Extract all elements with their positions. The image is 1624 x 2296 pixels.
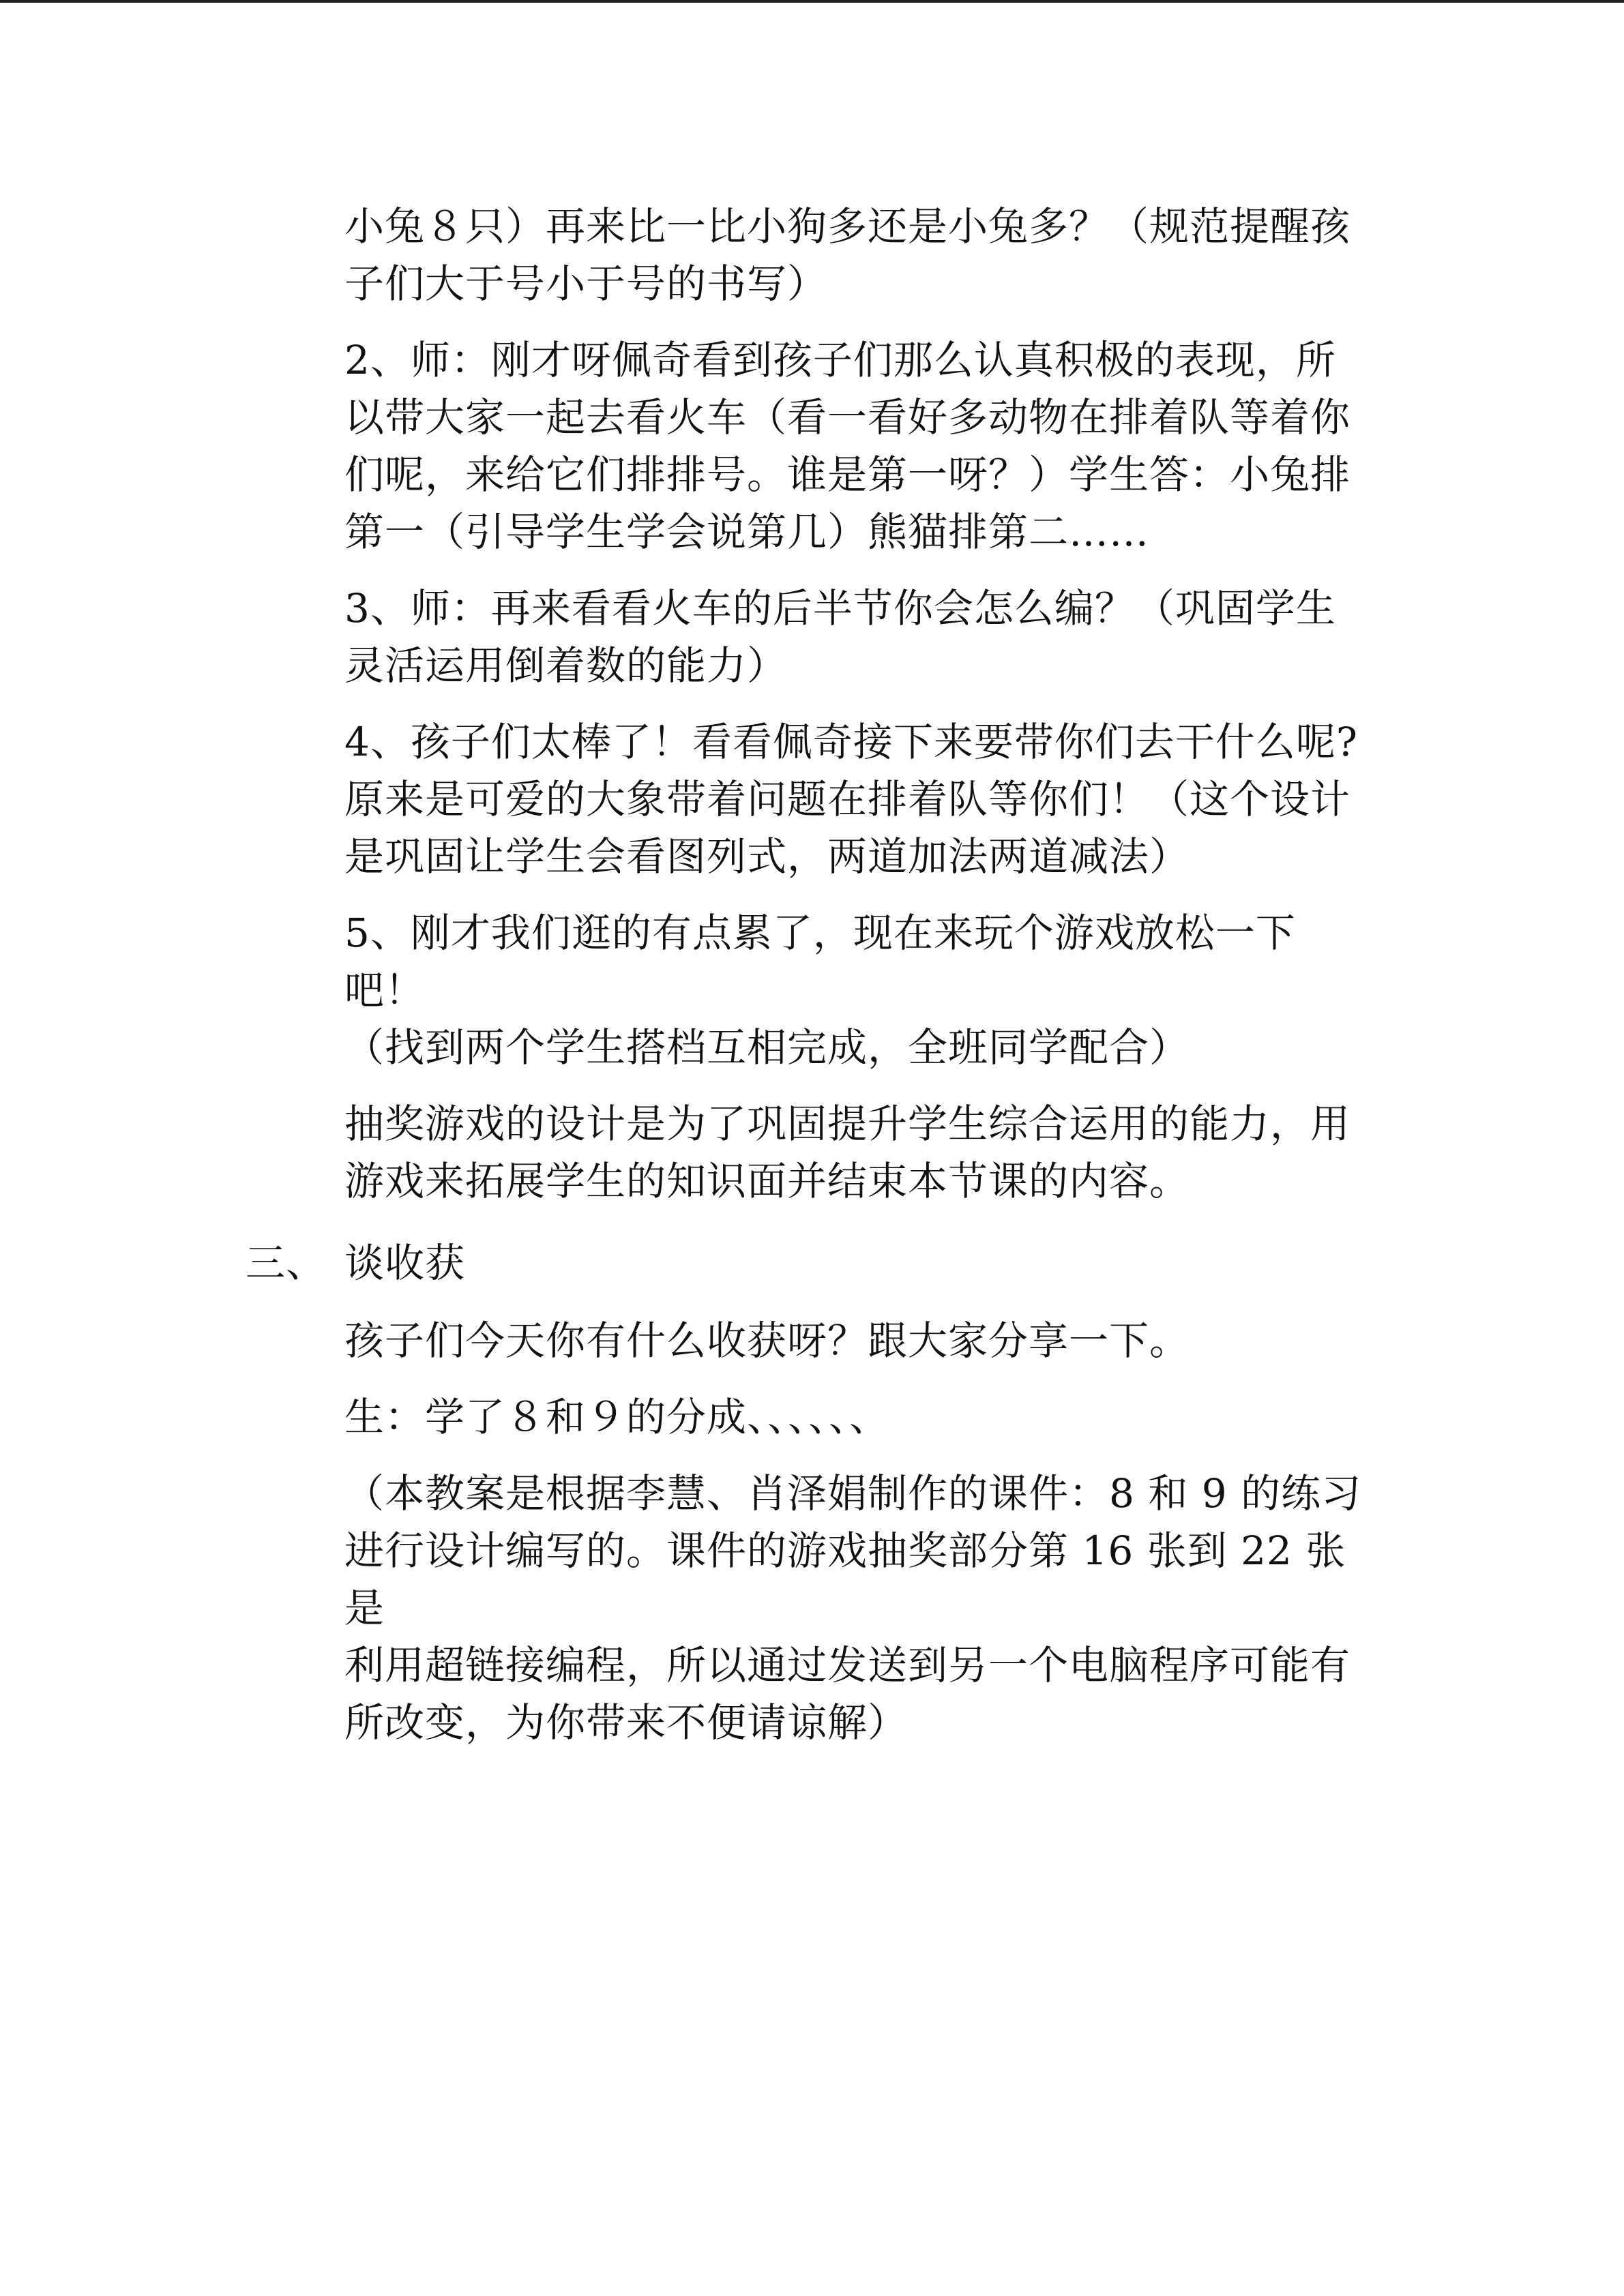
paragraph-game-design: 抽奖游戏的设计是为了巩固提升学生综合运用的能力，用 游戏来拓展学生的知识面并结束本节课的内容。 <box>344 1101 1351 1204</box>
paragraph-step-2: 2、师：刚才呀佩奇看到孩子们那么认真积极的表现，所 以带大家一起去看火车（看一看好多动物在排着队等着你 们呢，来给它们排排号。谁是第一呀？）学生答：小兔排 第一（引导学生学会说第几）熊猫排第二…… <box>344 337 1351 555</box>
paragraph-step-5: 5、刚才我们逛的有点累了，现在来玩个游戏放松一下吧！ （找到两个学生搭档互相完成，全班同学配合） <box>344 910 1296 1071</box>
paragraph-harvest-question: 孩子们今天你有什么收获呀？跟大家分享一下。 <box>344 1317 1190 1364</box>
paragraph-note: （本教案是根据李慧、肖泽娟制作的课件：8 和 9 的练习 进行设计编写的。课件的游戏抽奖部分第 16 张到 22 张是 利用超链接编程，所以通过发送到另一个电脑程序可能有 所改变，为你带来不便请谅解） <box>344 1470 1362 1746</box>
document-body <box>246 198 1368 1770</box>
paragraph-student-answer: 生：学了８和９的分成、、、、、、 <box>344 1394 890 1440</box>
section-number: 三、 <box>246 1240 327 1286</box>
section-heading <box>246 1234 1368 1292</box>
section-title: 谈收获 <box>344 1240 466 1286</box>
paragraph-step-4: 4、孩子们太棒了！看看佩奇接下来要带你们去干什么呢? 原来是可爱的大象带着问题在排着队等你们！（这个设计 是巩固让学生会看图列式，两道加法两道减法） <box>344 719 1358 880</box>
paragraph-step-3: 3、师：再来看看火车的后半节你会怎么编？（巩固学生 灵活运用倒着数的能力） <box>344 585 1336 689</box>
paragraph-comparison: 小兔８只）再来比一比小狗多还是小兔多？（规范提醒孩 子们大于号小于号的书写） <box>344 203 1351 307</box>
